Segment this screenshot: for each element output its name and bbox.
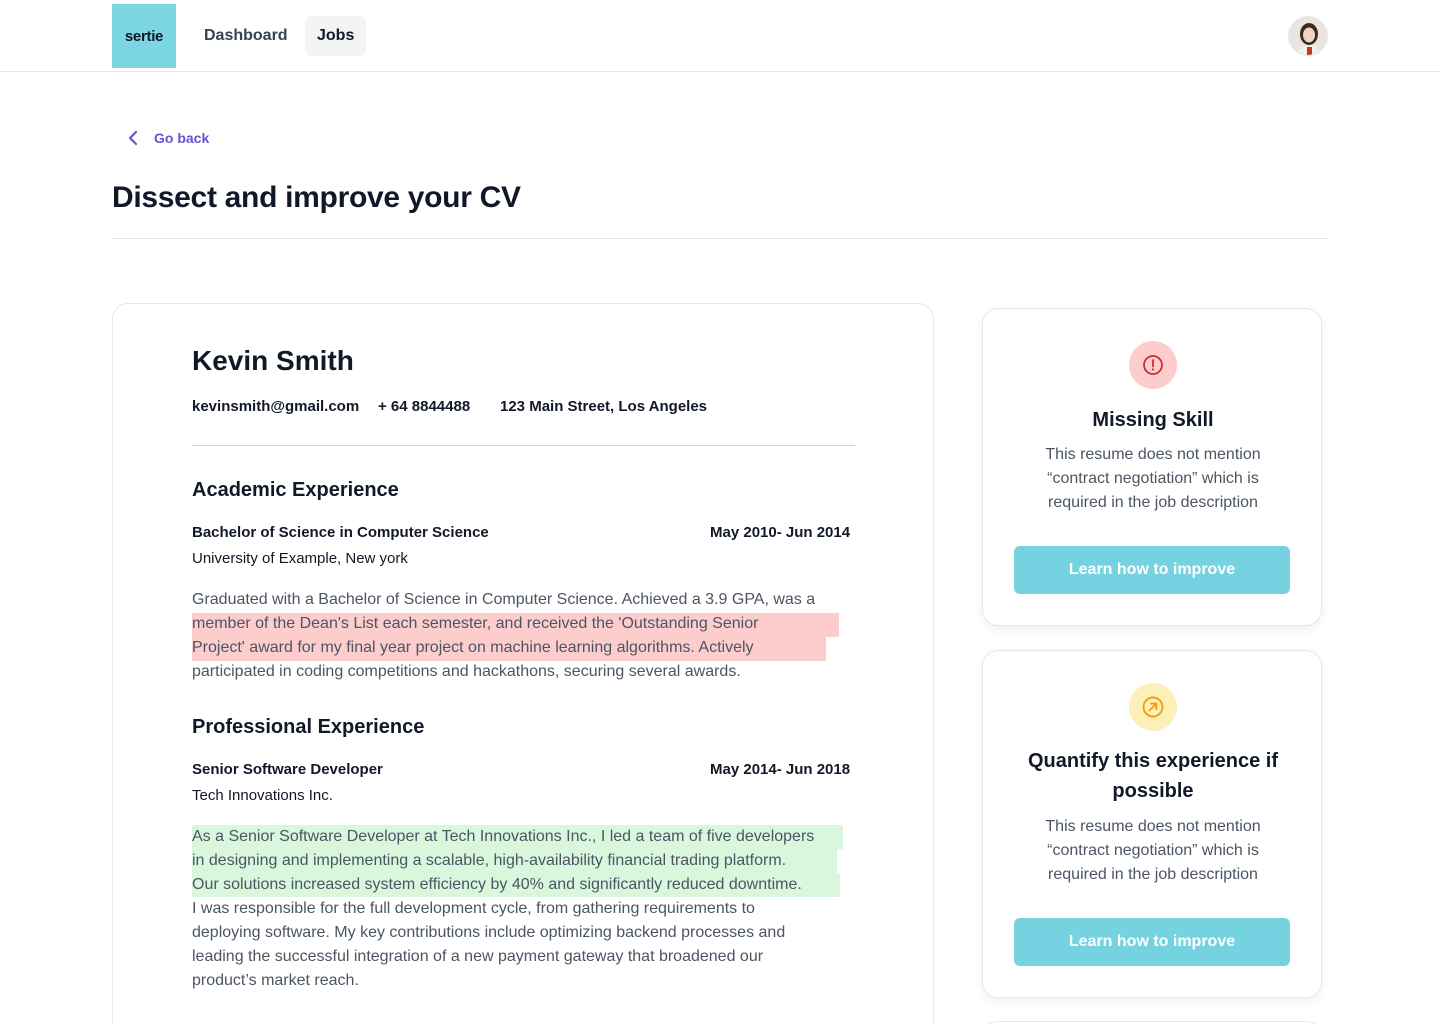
arrow-up-right-circle-icon xyxy=(1129,683,1177,731)
missing-skill-description-line: This resume does not mention xyxy=(1045,446,1261,463)
missing-skill-description xyxy=(1013,443,1293,515)
quantify-experience-title-line: possible xyxy=(1112,780,1194,802)
professional-section-title: Professional Experience xyxy=(192,716,425,738)
quantify-experience-description-line: required in the job description xyxy=(1048,866,1258,883)
quantify-experience-card xyxy=(982,650,1322,998)
professional-description-line: I was responsible for the full development cycle, from gathering requirements to xyxy=(192,900,755,917)
cv-name: Kevin Smith xyxy=(192,345,354,376)
professional-company: Tech Innovations Inc. xyxy=(192,787,333,804)
exclamation-circle-icon xyxy=(1129,341,1177,389)
professional-description-line: Our solutions increased system efficiency by 40% and significantly reduced downtime. xyxy=(192,876,802,893)
missing-skill-description-line: “contract negotiation” which is xyxy=(1047,470,1259,487)
academic-institution: University of Example, New york xyxy=(192,550,408,567)
chevron-left-icon xyxy=(128,128,142,148)
quantify-experience-description-line: This resume does not mention xyxy=(1045,818,1261,835)
missing-skill-title: Missing Skill xyxy=(1092,409,1214,431)
cv-phone: + 64 8844488 xyxy=(378,398,471,415)
go-back-link[interactable] xyxy=(128,128,209,148)
professional-description-line: in designing and implementing a scalable, high-availability financial trading platform. xyxy=(192,852,787,869)
professional-description-line: As a Senior Software Developer at Tech Innovations Inc., I led a team of five developers xyxy=(192,828,815,845)
cv-divider xyxy=(192,445,855,446)
academic-degree: Bachelor of Science in Computer Science xyxy=(192,524,489,541)
academic-description-line: member of the Dean's List each semester, and received the 'Outstanding Senior xyxy=(192,615,759,632)
title-divider xyxy=(112,238,1328,239)
quantify-experience-description-line: “contract negotiation” which is xyxy=(1047,842,1259,859)
quantify-experience-description xyxy=(1013,815,1293,887)
cv-address: 123 Main Street, Los Angeles xyxy=(500,398,708,415)
avatar-photo-icon xyxy=(1289,17,1328,56)
professional-description xyxy=(192,825,872,993)
page-title: Dissect and improve your CV xyxy=(112,181,521,214)
academic-description xyxy=(192,588,872,684)
professional-role: Senior Software Developer xyxy=(192,761,383,778)
professional-description-line: product’s market reach. xyxy=(192,972,359,989)
quantify-experience-title xyxy=(1003,746,1303,806)
academic-description-line: Project' award for my final year project on machine learning algorithms. Actively xyxy=(192,639,754,656)
academic-description-line: participated in coding competitions and hackathons, securing several awards. xyxy=(192,663,741,680)
cv-email: kevinsmith@gmail.com xyxy=(192,398,360,415)
top-navbar xyxy=(0,0,1440,72)
user-avatar[interactable] xyxy=(1288,16,1328,56)
academic-section-title: Academic Experience xyxy=(192,479,399,501)
nav-jobs-link[interactable]: Jobs xyxy=(305,16,366,56)
learn-how-to-improve-button[interactable]: Learn how to improve xyxy=(1014,918,1290,966)
go-back-label: Go back xyxy=(154,130,210,146)
nav-dashboard-link[interactable]: Dashboard xyxy=(204,27,288,44)
academic-description-line: Graduated with a Bachelor of Science in Computer Science. Achieved a 3.9 GPA, was a xyxy=(192,591,816,608)
professional-dates: May 2014- Jun 2018 xyxy=(710,761,851,778)
quantify-experience-title-line: Quantify this experience if xyxy=(1027,750,1279,772)
professional-description-line: deploying software. My key contributions include optimizing backend processes and xyxy=(192,924,786,941)
professional-description-line: leading the successful integration of a new payment gateway that broadened our xyxy=(192,948,764,965)
academic-dates: May 2010- Jun 2014 xyxy=(710,524,851,541)
missing-skill-card xyxy=(982,308,1322,626)
learn-how-to-improve-button[interactable]: Learn how to improve xyxy=(1014,546,1290,594)
suggestion-card-partial xyxy=(982,1021,1322,1025)
missing-skill-description-line: required in the job description xyxy=(1048,494,1258,511)
sertie-logo[interactable]: sertie xyxy=(112,4,176,68)
